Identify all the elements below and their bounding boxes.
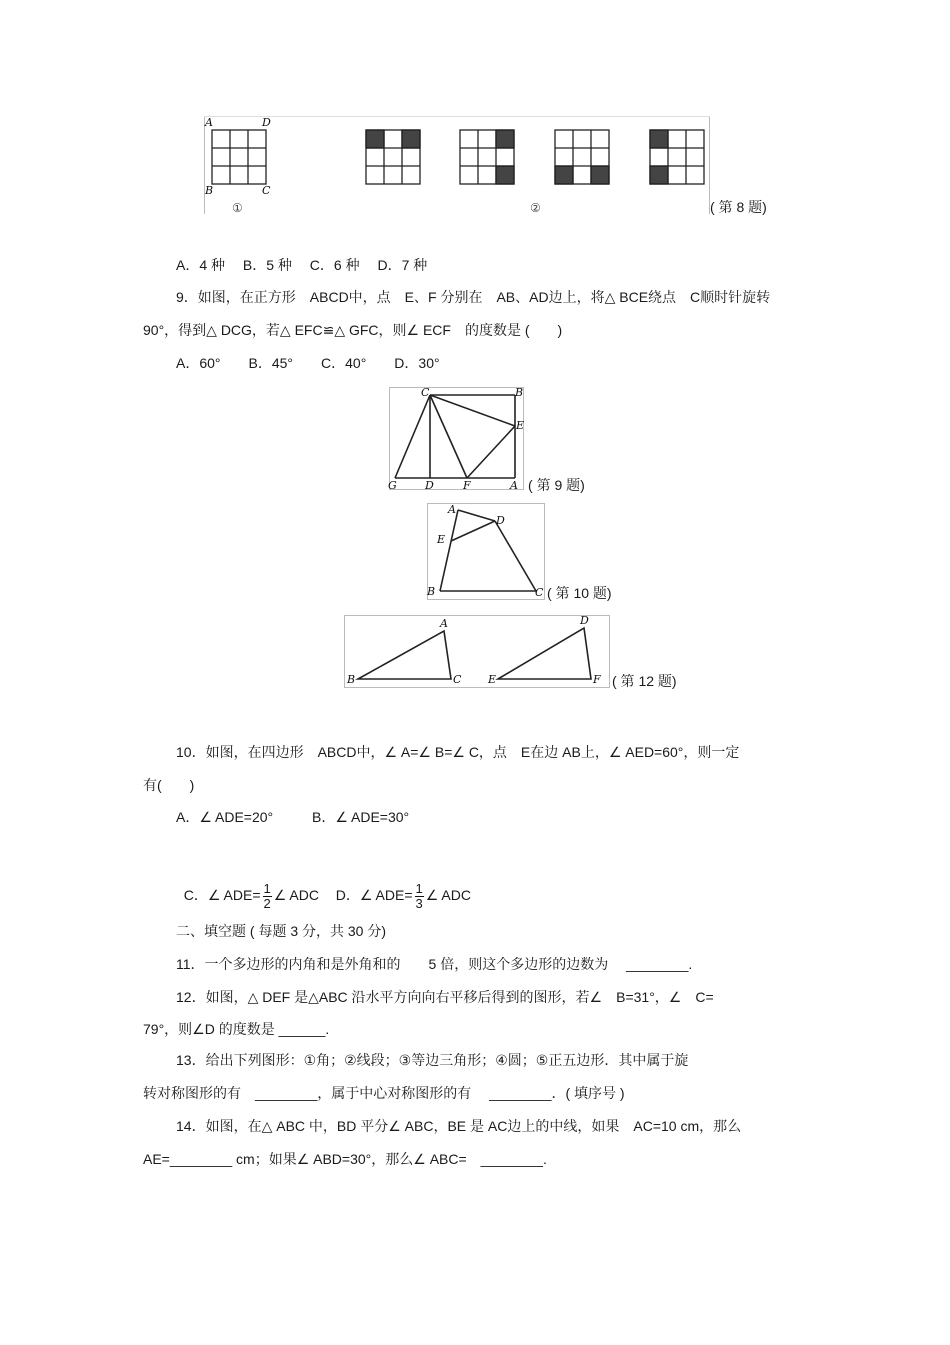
numerator: 1: [415, 880, 423, 896]
question-13-line-2: 转对称图形的有 ________，属于中心对称图形的有 ________．( 填序号 ): [143, 1085, 625, 1101]
numerator: 1: [263, 880, 271, 896]
question-14-line-2: AE=________ cm；如果∠ ABD=30°，那么∠ ABC= ________.: [143, 1151, 547, 1167]
figure-9-caption: ( 第 9 题): [528, 477, 585, 493]
grid-1: [212, 130, 266, 184]
label-B: B: [427, 585, 436, 598]
label-A: A: [440, 617, 448, 630]
label-F: F: [593, 673, 601, 686]
option-d-suffix: ∠ ADC: [425, 887, 471, 903]
label-E: E: [516, 419, 525, 432]
figure-12-caption: ( 第 12 题): [612, 673, 677, 689]
grid-3: [460, 130, 514, 184]
grid-5: [650, 130, 704, 184]
label-D: D: [262, 116, 271, 129]
label-D: D: [580, 614, 589, 627]
question-10-line-1: 10．如图，在四边形 ABCD中，∠ A=∠ B=∠ C，点 E在边 AB上，∠ AED=60°，则一定: [176, 744, 740, 760]
figure-10-caption: ( 第 10 题): [547, 585, 612, 601]
figure-9: [385, 385, 527, 495]
label-D: D: [496, 514, 505, 527]
figure-10-svg: [424, 502, 546, 602]
grid-2: [366, 130, 420, 184]
denominator: 2: [263, 895, 271, 911]
label-E: E: [488, 673, 497, 686]
label-C: C: [535, 586, 544, 599]
figure-8-svg: [204, 116, 710, 214]
option-c-suffix: ∠ ADC: [273, 887, 319, 903]
question-8-options: A．4 种 B．5 种 C．6 种 D．7 种: [176, 257, 428, 273]
question-9-line-2: 90°，得到△ DCG，若△ EFC≌△ GFC，则∠ ECF 的度数是 ( ): [143, 322, 563, 338]
question-9-options: A．60° B．45° C．40° D．30°: [176, 355, 440, 371]
question-12-line-2: 79°，则∠D 的度数是 ______.: [143, 1021, 330, 1037]
grid-4: [555, 130, 609, 184]
option-c-prefix: C．∠ ADE=: [183, 887, 261, 903]
label-A: A: [205, 116, 213, 129]
label-A: A: [448, 503, 456, 516]
label-circle-2: ②: [530, 201, 541, 214]
figure-8: [204, 116, 710, 214]
question-14-line-1: 14．如图，在△ ABC 中，BD 平分∠ ABC，BE 是 AC边上的中线，如果 AC=10 cm，那么: [176, 1118, 742, 1134]
question-9-line-1: 9．如图，在正方形 ABCD中，点 E、F 分别在 AB、AD边上，将△ BCE绕点 C顺时针旋转: [176, 289, 771, 305]
label-E: E: [437, 533, 446, 546]
figure-12: [343, 614, 611, 690]
question-11: 11．一个多边形的内角和是外角和的 5 倍，则这个多边形的边数为 ________.: [176, 956, 693, 972]
label-C: C: [453, 673, 462, 686]
question-10-option-a: A．∠ ADE=20°: [176, 809, 274, 825]
fraction-one-half: [263, 882, 272, 911]
figure-12-svg: [343, 614, 611, 690]
question-10-line-2: 有( ): [143, 777, 195, 793]
label-B: B: [347, 673, 356, 686]
label-circle-1: ①: [232, 201, 243, 214]
option-d-prefix: D．∠ ADE=: [335, 887, 413, 903]
denominator: 3: [415, 895, 423, 911]
question-10-option-c: [176, 838, 319, 914]
label-D: D: [425, 479, 434, 492]
figure-9-svg: [385, 385, 527, 495]
label-C: C: [421, 386, 430, 399]
label-F: F: [463, 479, 471, 492]
question-10-option-d: [328, 838, 471, 914]
figure-10: [424, 502, 546, 602]
label-G: G: [388, 479, 397, 492]
section-2-heading: 二、填空题 ( 每题 3 分，共 30 分): [176, 923, 387, 939]
figure-8-caption: ( 第 8 题): [710, 199, 767, 215]
label-C: C: [262, 184, 271, 197]
label-B: B: [205, 184, 214, 197]
fraction-one-third: [415, 882, 424, 911]
question-10-option-b: B．∠ ADE=30°: [312, 809, 410, 825]
question-12-line-1: 12．如图，△ DEF 是△ABC 沿水平方向向右平移后得到的图形，若∠ B=31°，∠ C=: [176, 989, 714, 1005]
label-A: A: [510, 479, 518, 492]
label-B: B: [515, 386, 524, 399]
question-13-line-1: 13．给出下列图形：①角；②线段；③等边三角形；④圆；⑤正五边形．其中属于旋: [176, 1052, 689, 1068]
